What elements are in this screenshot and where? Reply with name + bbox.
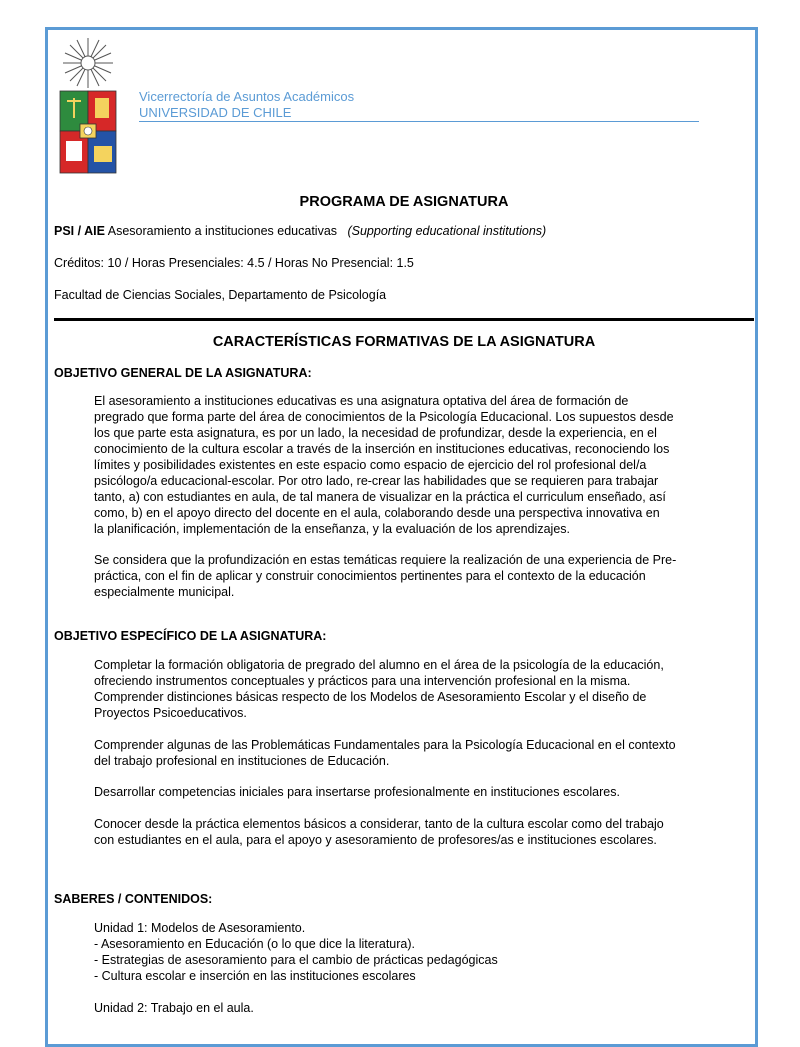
text-line: Completar la formación obligatoria de pregrado del alumno en el área de la psicología de la educación, [94,658,664,672]
contents-heading: SABERES / CONTENIDOS: [54,892,213,906]
course-code: PSI / AIE [54,224,105,238]
text-line: con estudiantes en el aula, para el apoyo y asesoramiento de profesores/as e instituciones escolares. [94,833,657,847]
list-item: - Cultura escolar e inserción en las instituciones escolares [94,969,416,983]
text-line: El asesoramiento a instituciones educativas es una asignatura optativa del área de formación de [94,394,629,408]
list-item: - Estrategias de asesoramiento para el cambio de prácticas pedagógicas [94,953,498,967]
org-line-university: UNIVERSIDAD DE CHILE [139,105,292,120]
course-name-english: (Supporting educational institutions) [347,224,547,238]
text-line: Proyectos Psicoeducativos. [94,706,247,720]
contents-unit-1 [94,920,719,984]
text-line: pregrado que forma parte del área de conocimientos de la Psicología Educacional. Los supuestos desde [94,410,674,424]
text-line: límites y posibilidades existentes en este espacio como espacio de ejercicio del rol profesional del/a [94,458,647,472]
text-line: tanto, a) con estudiantes en aula, de tal manera de visualizar en la práctica el curriculum enseñado, así [94,490,666,504]
star-emblem [63,38,113,88]
general-objective-heading: OBJETIVO GENERAL DE LA ASIGNATURA: [54,366,312,380]
university-crest-logo [57,36,119,176]
specific-objective-heading: OBJETIVO ESPECÍFICO DE LA ASIGNATURA: [54,629,327,643]
text-line: Desarrollar competencias iniciales para insertarse profesionalmente en instituciones escolares. [94,785,620,799]
text-line: los que parte esta asignatura, es por un lado, la necesidad de profundizar, desde la experiencia, en el [94,426,657,440]
text-line: práctica, con el fin de aplicar y construir conocimientos pertinentes para el contexto de la educación [94,569,646,583]
list-item: - Asesoramiento en Educación (o lo que dice la literatura). [94,937,416,951]
text-line: como, b) en el apoyo directo del docente en el aula, colaborando desde una perspectiva innovativa en [94,506,660,520]
course-line [54,224,546,238]
general-objective-paragraph-1 [94,393,719,537]
contents-unit-2 [94,1000,719,1016]
text-line: Conocer desde la práctica elementos básicos a considerar, tanto de la cultura escolar como del trabajo [94,817,664,831]
org-line-vicerrectoria: Vicerrectoría de Asuntos Académicos [139,89,355,104]
unit-title: Unidad 2: Trabajo en el aula. [94,1001,254,1015]
general-objective-paragraph-2 [94,552,719,600]
text-line: psicólogo/a educacional-escolar. Por otro lado, re-crear las habilidades que se requieren para trabajar [94,474,659,488]
text-line: especialmente municipal. [94,585,235,599]
text-line: Se considera que la profundización en estas temáticas requiere la realización de una experiencia de Pre- [94,553,677,567]
unit-title: Unidad 1: Modelos de Asesoramiento. [94,921,306,935]
program-title: PROGRAMA DE ASIGNATURA [299,194,509,210]
text-line: Comprender algunas de las Problemáticas Fundamentales para la Psicología Educacional en el contexto [94,738,676,752]
org-header [139,89,699,121]
text-line: ofreciendo instrumentos conceptuales y prácticos para una intervención profesional en la misma. [94,674,631,688]
specific-objective-paragraph-4 [94,816,719,848]
specific-objective-paragraph-1 [94,657,719,721]
text-line: la planificación, implementación de la enseñanza, y la evaluación de los aprendizajes. [94,522,570,536]
org-header-rule [139,121,699,122]
specific-objective-paragraph-2 [94,737,719,769]
text-line: conocimiento de la cultura escolar a través de la inserción en instituciones educativas, reconociendo los [94,442,670,456]
shield [60,91,116,173]
section-divider [54,318,754,321]
text-line: Comprender distinciones básicas respecto de los Modelos de Asesoramiento Escolar y el diseño de [94,690,647,704]
specific-objective-paragraph-3 [94,784,719,800]
section-title: CARACTERÍSTICAS FORMATIVAS DE LA ASIGNATURA [212,334,596,350]
text-line: del trabajo profesional en instituciones de Educación. [94,754,390,768]
credits-line: Créditos: 10 / Horas Presenciales: 4.5 / Horas No Presencial: 1.5 [54,256,414,270]
course-name: Asesoramiento a instituciones educativas [107,224,338,238]
faculty-line: Facultad de Ciencias Sociales, Departamento de Psicología [54,288,387,302]
